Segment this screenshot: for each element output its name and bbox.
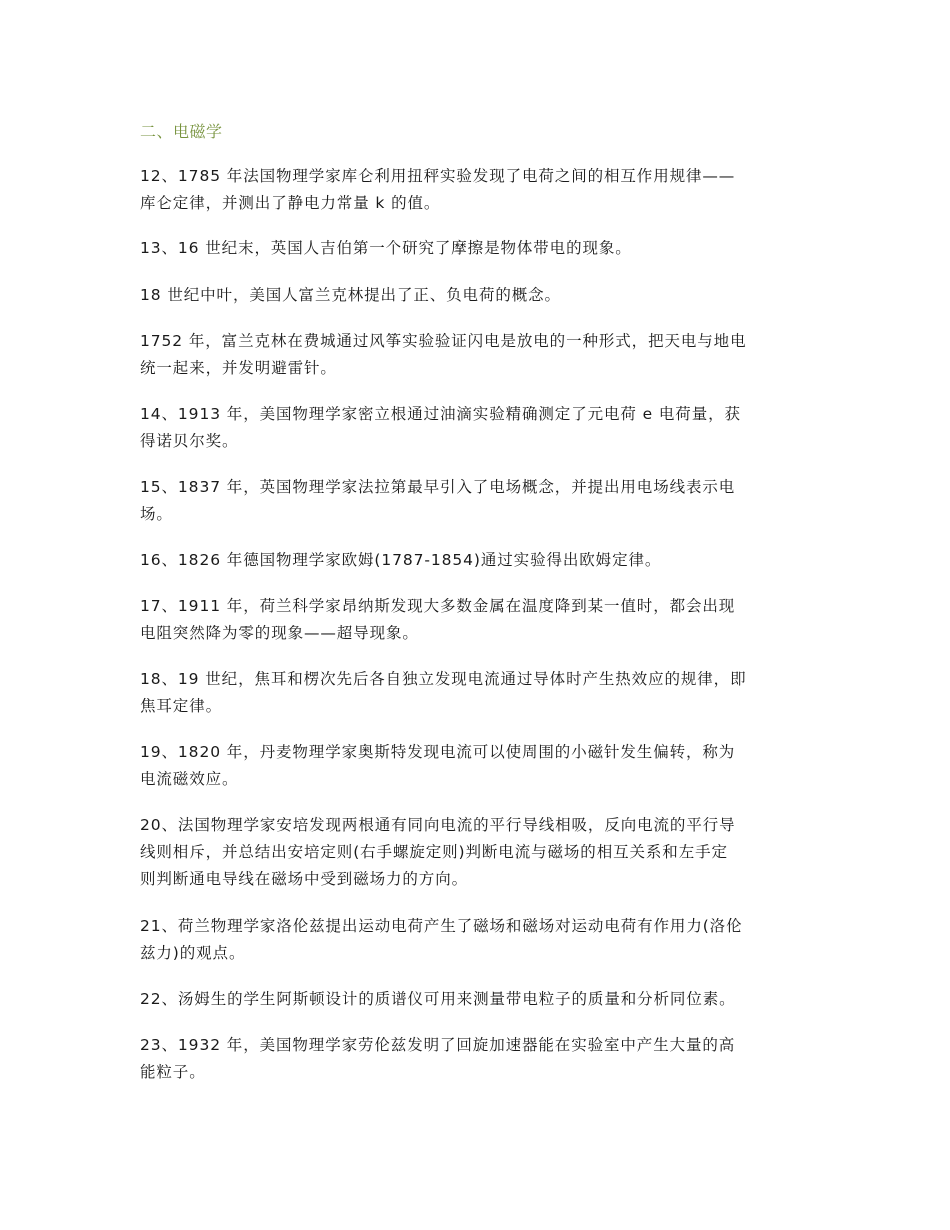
paragraph-line: 库仑定律，并测出了静电力常量 k 的值。 [140,194,441,212]
paragraph-line: 兹力)的观点。 [140,944,246,962]
paragraph-13 [140,235,820,262]
paragraph-17 [140,593,820,647]
paragraph-14 [140,401,820,455]
paragraph-line: 22、汤姆生的学生阿斯顿设计的质谱仪可用来测量带电粒子的质量和分析同位素。 [140,990,736,1008]
paragraph-line: 统一起来，并发明避雷针。 [140,359,337,377]
paragraph-line: 12、1785 年法国物理学家库仑利用扭秤实验发现了电荷之间的相互作用规律—— [140,167,736,185]
paragraph-21 [140,913,820,967]
paragraph-line: 18 世纪中叶，美国人富兰克林提出了正、负电荷的概念。 [140,286,561,304]
paragraph-line: 得诺贝尔奖。 [140,432,239,450]
paragraph-19 [140,739,820,793]
paragraph-22 [140,986,820,1013]
paragraph-line: 电流磁效应。 [140,770,239,788]
paragraph-20 [140,812,820,893]
paragraph-16 [140,547,820,574]
paragraph-line: 23、1932 年，美国物理学家劳伦兹发明了回旋加速器能在实验室中产生大量的高 [140,1036,736,1054]
paragraph-line: 1752 年，富兰克林在费城通过风筝实验验证闪电是放电的一种形式，把天电与地电 [140,332,747,350]
paragraph-1752 [140,328,820,382]
paragraph-line: 19、1820 年，丹麦物理学家奥斯特发现电流可以使周围的小磁针发生偏转，称为 [140,743,736,761]
paragraph-line: 15、1837 年，英国物理学家法拉第最早引入了电场概念，并提出用电场线表示电 [140,478,736,496]
paragraph-line: 16、1826 年德国物理学家欧姆(1787-1854)通过实验得出欧姆定律。 [140,551,662,569]
paragraph-line: 20、法国物理学家安培发现两根通有同向电流的平行导线相吸，反向电流的平行导 [140,816,736,834]
paragraph-line: 21、荷兰物理学家洛伦兹提出运动电荷产生了磁场和磁场对运动电荷有作用力(洛伦 [140,917,743,935]
paragraph-line: 14、1913 年，美国物理学家密立根通过油滴实验精确测定了元电荷 e 电荷量，获 [140,405,741,423]
paragraph-line: 17、1911 年，荷兰科学家昂纳斯发现大多数金属在温度降到某一值时，都会出现 [140,597,736,615]
paragraph-23 [140,1032,820,1086]
paragraph-18 [140,666,820,720]
section-title: 二、电磁学 [140,122,223,141]
paragraph-line: 焦耳定律。 [140,697,223,715]
paragraph-line: 则判断通电导线在磁场中受到磁场力的方向。 [140,870,469,888]
paragraph-15 [140,474,820,528]
paragraph-18th-century [140,282,820,309]
paragraph-line: 场。 [140,505,173,523]
paragraph-12 [140,163,820,217]
paragraph-line: 线则相斥，并总结出安培定则(右手螺旋定则)判断电流与磁场的相互关系和左手定 [140,843,728,861]
paragraph-line: 电阻突然降为零的现象——超导现象。 [140,624,419,642]
paragraph-line: 能粒子。 [140,1063,206,1081]
paragraph-line: 13、16 世纪末，英国人吉伯第一个研究了摩擦是物体带电的现象。 [140,239,632,257]
paragraph-line: 18、19 世纪，焦耳和楞次先后各自独立发现电流通过导体时产生热效应的规律，即 [140,670,747,688]
